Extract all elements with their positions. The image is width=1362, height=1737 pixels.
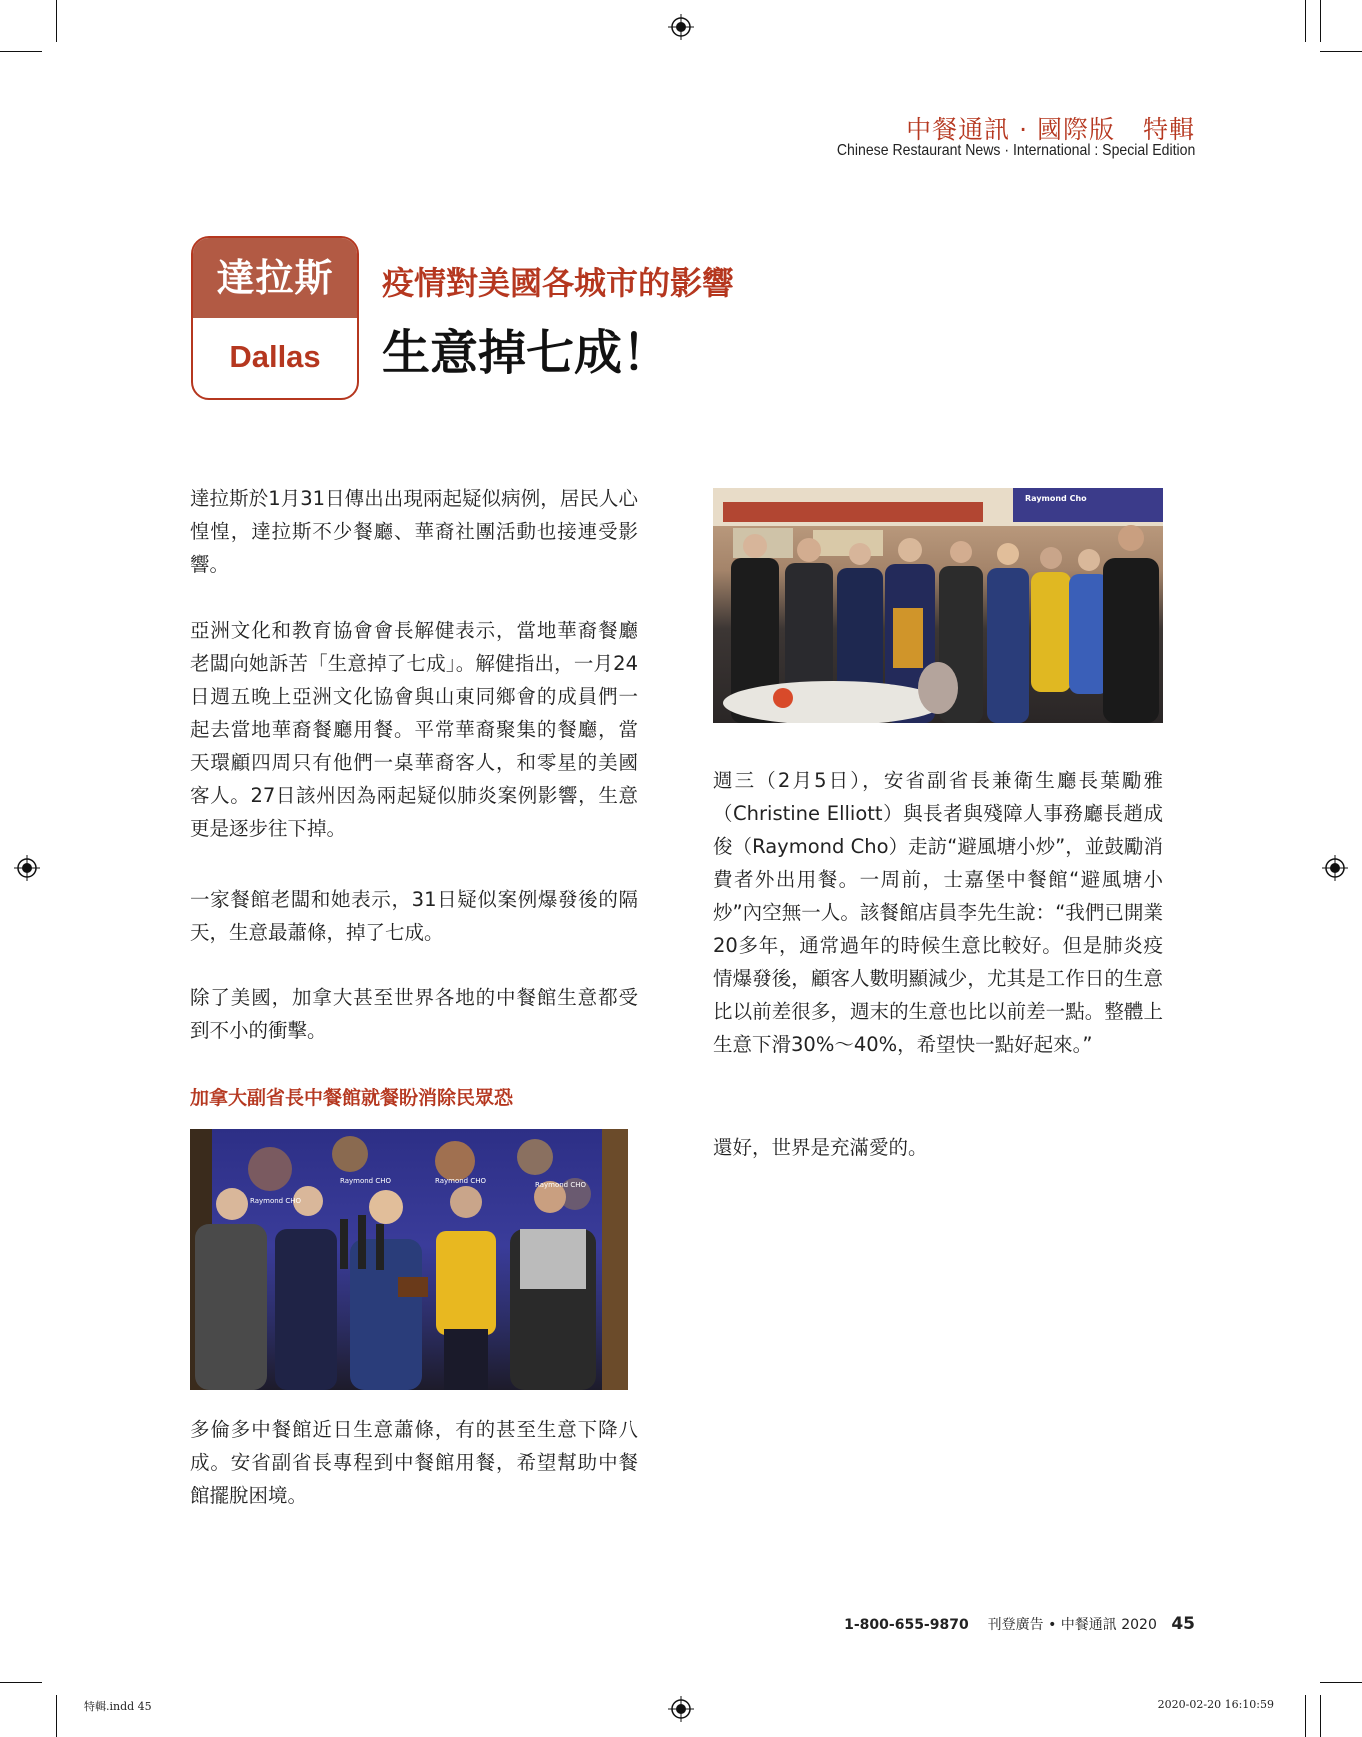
body-paragraph: 達拉斯於1月31日傳出出現兩起疑似病例，居民人心惶惶，達拉斯不少餐廳、華裔社團活動也接連受影響。 <box>190 487 638 576</box>
city-name-en: Dallas <box>229 339 321 374</box>
file-slug: 特輯.indd 45 <box>84 1700 152 1713</box>
publication-title-en: Chinese Restaurant News · International : Special Edition <box>836 142 1195 159</box>
banner-text: Raymond CHO <box>250 1197 302 1205</box>
crop-mark <box>56 1695 57 1737</box>
city-label-box <box>191 236 359 400</box>
crop-mark <box>1320 1695 1321 1737</box>
banner-text: Raymond CHO <box>535 1181 587 1189</box>
banner-text: Raymond CHO <box>340 1177 392 1185</box>
footer-phone: 1-800-655-9870 <box>844 1617 969 1633</box>
banner-text: Raymond Cho <box>1025 494 1087 503</box>
publication-title <box>906 110 1195 146</box>
file-timestamp: 2020-02-20 16:10:59 <box>1157 1698 1274 1711</box>
crop-mark <box>0 51 42 52</box>
registration-mark-icon <box>1322 855 1348 881</box>
body-paragraph: 週三（2月5日），安省副省長兼衛生廳長葉勵雅（Christine Elliott）與長者與殘障人事務廳長趙成俊（Raymond Cho）走訪“避風塘小炒”，並鼓勵消費者外出用餐。一周前，士嘉堡中餐館“避風塘小炒”內空無一人。該餐館店員李先生說：“我們已開業20多年，通常過年的時候生意比較好。但是肺炎疫情爆發後，顧客人數明顯減少，尤其是工作日的生意比以前差很多，週末的生意也比以前差一點。整體上生意下滑30%～40%，希望快一點好起來。” <box>713 769 1163 1056</box>
restaurant-group-photo <box>713 488 1163 723</box>
page-footer <box>844 1614 1195 1634</box>
crop-mark <box>56 0 57 42</box>
publication-title-cn: 中餐通訊 · 國際版 <box>906 115 1115 144</box>
crop-mark <box>0 1682 42 1683</box>
body-paragraph: 亞洲文化和教育協會會長解健表示，當地華裔餐廳老闆向她訴苦「生意掉了七成」。解健指出，一月24日週五晚上亞洲文化協會與山東同鄉會的成員們一起去當地華裔餐廳用餐。平常華裔聚集的餐廳，當天環顧四周只有他們一桌華裔客人，和零星的美國客人。27日該州因為兩起疑似肺炎案例影響，生意更是逐步往下掉。 <box>190 619 638 840</box>
section-label: 特輯 <box>1142 115 1195 144</box>
footer-text: 刊登廣告 • 中餐通訊 2020 <box>987 1617 1157 1633</box>
crop-mark <box>1305 1695 1306 1737</box>
city-name-cn: 達拉斯 <box>193 238 357 318</box>
registration-mark-icon <box>14 855 40 881</box>
registration-mark-icon <box>668 14 694 40</box>
section-subheading: 加拿大副省長中餐館就餐盼消除民眾恐 <box>190 1087 514 1109</box>
press-conference-photo <box>190 1129 628 1390</box>
article-kicker: 疫情對美國各城市的影響 <box>382 264 735 302</box>
crop-mark <box>1320 51 1362 52</box>
body-paragraph: 一家餐館老闆和她表示，31日疑似案例爆發後的隔天，生意最蕭條，掉了七成。 <box>190 888 638 944</box>
crop-mark <box>1305 0 1306 42</box>
article-headline: 生意掉七成！ <box>382 325 671 381</box>
crop-mark <box>1320 1682 1362 1683</box>
registration-mark-icon <box>668 1696 694 1722</box>
crop-mark <box>1320 0 1321 42</box>
banner-text: Raymond CHO <box>435 1177 487 1185</box>
body-paragraph: 還好，世界是充滿愛的。 <box>713 1136 928 1159</box>
page-number: 45 <box>1171 1614 1195 1634</box>
photo-caption: 多倫多中餐館近日生意蕭條，有的甚至生意下降八成。安省副省長專程到中餐館用餐，希望幫助中餐館擺脫困境。 <box>190 1418 638 1507</box>
body-paragraph: 除了美國，加拿大甚至世界各地的中餐館生意都受到不小的衝擊。 <box>190 986 638 1042</box>
